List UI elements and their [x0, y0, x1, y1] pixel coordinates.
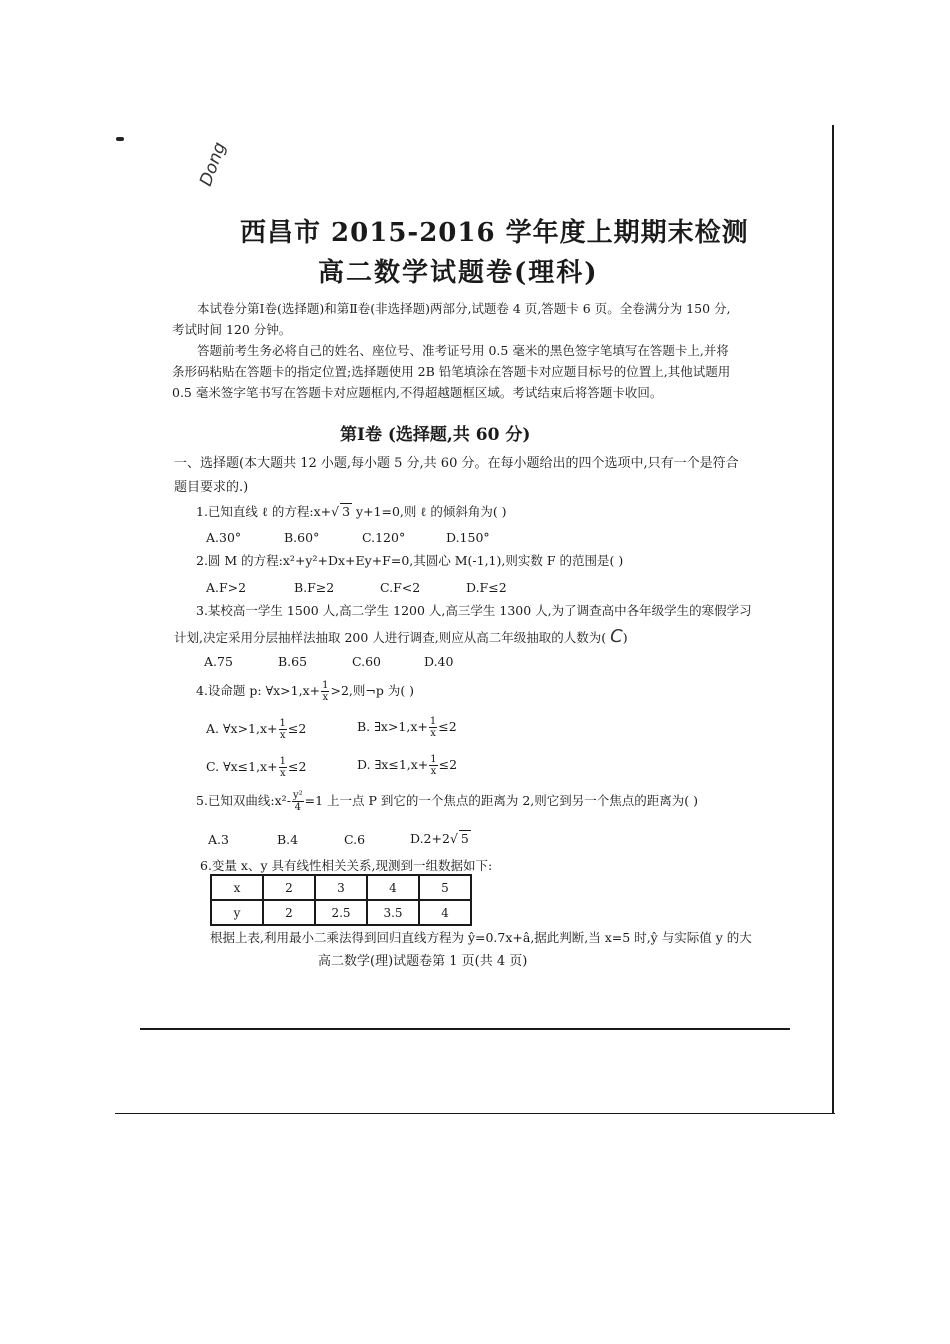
instructions-paragraph-1: 本试卷分第Ⅰ卷(选择题)和第Ⅱ卷(非选择题)两部分,试题卷 4 页,答题卡 6 页。全卷满分为 150 分,考试时间 120 分钟。	[172, 301, 731, 337]
q4-option-a: A. ∀x>1,x+ $\frac{1}{x}$ ≤2	[206, 718, 307, 741]
sqrt-sign: √	[331, 504, 340, 519]
question-2: 2.圆 M 的方程:x²+y²+Dx+Ey+F=0,其圆心 M(-1,1),则实数 F 的范围是( )	[196, 553, 624, 568]
q2-option-c: C.F<2	[380, 580, 421, 595]
section-heading: 第Ⅰ卷 (选择题,共 60 分)	[340, 425, 531, 445]
fraction: $\frac{1}{x}$	[279, 718, 286, 741]
q2-option-a: A.F>2	[206, 580, 247, 595]
q2-option-d: D.F≤2	[466, 580, 507, 595]
question-4: 4.设命题 p: ∀x>1,x+ $\frac{1}{x}$ >2,则¬p 为( )	[196, 680, 415, 703]
scan-speck	[116, 137, 124, 141]
fraction: $\frac{1}{x}$	[430, 754, 437, 777]
question-6-continuation: 根据上表,利用最小二乘法得到回归直线方程为 ŷ=0.7x+â,据此判断,当 x=5 时,ŷ 与实际值 y 的大	[210, 930, 752, 945]
exam-subtitle: 高二数学试题卷(理科)	[318, 258, 599, 288]
table-cell: 4	[367, 875, 419, 900]
q3-option-b: B.65	[278, 654, 308, 669]
fraction: $\frac{1}{x}$	[322, 680, 329, 703]
fraction: $\frac{1}{x}$	[279, 756, 286, 779]
q3-option-c: C.60	[352, 654, 381, 669]
table-row	[211, 900, 471, 925]
table-cell: 4	[419, 900, 471, 925]
q2-option-b: B.F≥2	[294, 580, 335, 595]
question-1: 1.已知直线 ℓ 的方程:x+√ 3 y+1=0,则 ℓ 的倾斜角为( )	[196, 504, 507, 519]
fraction: $\frac{1}{x}$	[429, 716, 437, 739]
fraction: $\frac{\text{y²}}{4}$	[292, 790, 303, 813]
question-6: 6.变量 x、y 具有线性相关关系,现测到一组数据如下:	[200, 858, 493, 873]
data-table	[210, 874, 472, 926]
table-cell: x	[211, 875, 263, 900]
exam-instructions	[172, 298, 737, 403]
table-cell: 3.5	[367, 900, 419, 925]
q4-option-c: C. ∀x≤1,x+ $\frac{1}{x}$ ≤2	[206, 756, 307, 779]
q4-option-b: B. ∃x>1,x+ $\frac{1}{x}$ ≤2	[357, 716, 457, 739]
handwritten-name: Dong	[196, 139, 231, 189]
exam-title: 西昌市 2015-2016 学年度上期期末检测	[240, 218, 749, 248]
q1-option-b: B.60°	[284, 530, 320, 545]
handwritten-answer-mark: C	[610, 626, 623, 647]
q5-option-b: B.4	[277, 832, 299, 847]
q5-option-d: D.2+2√ 5	[410, 831, 469, 846]
question-3-line-1: 3.某校高一学生 1500 人,高二学生 1200 人,高三学生 1300 人,为了调查高中各年级学生的寒假学习	[196, 603, 752, 618]
table-cell: 2	[263, 900, 315, 925]
table-cell: 2.5	[315, 900, 367, 925]
right-scan-edge	[832, 125, 834, 1113]
section-instructions: 一、选择题(本大题共 12 小题,每小题 5 分,共 60 分。在每小题给出的四个选项中,只有一个是符合题目要求的.)	[174, 456, 739, 495]
q3-option-d: D.40	[424, 654, 454, 669]
q3-option-a: A.75	[204, 654, 233, 669]
q4-option-d: D. ∃x≤1,x+ $\frac{1}{x}$ ≤2	[357, 754, 458, 777]
table-cell: 3	[315, 875, 367, 900]
sqrt-sign: √	[449, 831, 458, 846]
table-cell: 5	[419, 875, 471, 900]
table-row	[211, 875, 471, 900]
q1-option-a: A.30°	[206, 530, 242, 545]
q5-option-a: A.3	[208, 832, 229, 847]
page-footer: 高二数学(理)试题卷第 1 页(共 4 页)	[318, 954, 528, 969]
page-bottom-rule	[140, 1028, 790, 1030]
q5-option-c: C.6	[344, 832, 366, 847]
question-5: 5.已知双曲线:x²- $\frac{\text{y²}}{4}$ =1 上一点 P 到它的一个焦点的距离为 2,则它到另一个焦点的距离为( )	[196, 790, 698, 813]
instructions-paragraph-2: 答题前考生务必将自己的姓名、座位号、准考证号用 0.5 毫米的黑色签字笔填写在答题卡上,并将条形码粘贴在答题卡的指定位置;选择题使用 2B 铅笔填涂在答题卡对应题目标号的位置上,其他试题用 0.5 毫米签字笔书写在答题卡对应题框内,不得超越题框区域。考试结束后将答题卡收回。	[172, 343, 731, 400]
table-cell: y	[211, 900, 263, 925]
bottom-scan-edge	[115, 1113, 835, 1114]
question-3-line-2: 计划,决定采用分层抽样法抽取 200 人进行调查,则应从高二年级抽取的人数为( C)	[174, 626, 628, 647]
q1-option-c: C.120°	[362, 530, 406, 545]
table-cell: 2	[263, 875, 315, 900]
q1-option-d: D.150°	[446, 530, 490, 545]
